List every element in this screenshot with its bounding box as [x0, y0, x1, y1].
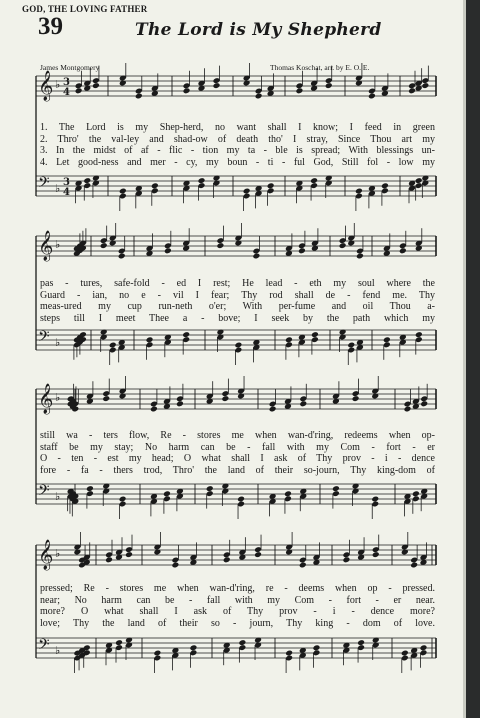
- note-head: [238, 639, 246, 646]
- note-head: [234, 342, 242, 349]
- note-head: [298, 247, 306, 254]
- note-head: [223, 556, 231, 563]
- note-head: [75, 87, 83, 94]
- flat-sign: ♭: [55, 490, 61, 503]
- lyric-line: 1. The Lord is my Shep-herd, no want shall I know; I feed in green: [40, 122, 435, 133]
- note-head: [285, 650, 293, 657]
- lyric-line: 4. Let good-ness and mer - cy, my boun - ti - ful God, Still fol - low my: [40, 156, 435, 168]
- note-head: [371, 496, 379, 503]
- flat-sign: ♭: [55, 391, 61, 404]
- note-head: [86, 485, 94, 492]
- time-signature: 3: [63, 177, 70, 188]
- note-head: [255, 93, 263, 100]
- note-head: [109, 342, 117, 349]
- lyric-line: love; Thy the land of their so - journ, Thy king - dom of love.: [40, 617, 435, 629]
- note-head: [118, 253, 126, 260]
- note-head: [404, 406, 412, 413]
- note-head: [100, 242, 108, 249]
- note-head: [284, 490, 292, 497]
- lyric-line: Guard - ian, no e - vil I fear; Thy rod shall de - fend me. Thy: [40, 289, 435, 301]
- flat-sign: ♭: [55, 78, 61, 91]
- treble-clef: 𝄞: [38, 384, 54, 414]
- note-head: [183, 87, 191, 94]
- note-head: [221, 395, 229, 402]
- note-head: [339, 242, 347, 249]
- note-head: [372, 551, 380, 558]
- note-head: [216, 242, 224, 249]
- note-head: [299, 562, 307, 569]
- note-head: [115, 639, 123, 646]
- note-head: [352, 395, 360, 402]
- note-head: [119, 188, 127, 195]
- note-head: [105, 556, 113, 563]
- lyric-line: steps till I meet Thee a - bove; I seek by the path which my: [40, 312, 435, 324]
- note-head: [176, 400, 184, 407]
- flat-sign: ♭: [55, 238, 61, 251]
- note-head: [182, 331, 190, 338]
- note-head: [299, 400, 307, 407]
- lyric-line: 3. In the midst of af - flic - tion my ta - ble is spread; With blessings un-: [40, 145, 435, 157]
- section-heading: GOD, THE LOVING FATHER: [22, 4, 148, 14]
- lyrics-system-4: [40, 583, 435, 629]
- note-head: [357, 639, 365, 646]
- music-credit: Thomas Koschat, arr. by E. O. E.: [270, 63, 370, 72]
- note-head: [310, 177, 318, 184]
- lyrics-system-1: [40, 122, 435, 168]
- note-head: [415, 331, 423, 338]
- lyric-line: near; No harm can be - fall with my Com - fort - er near.: [40, 594, 435, 606]
- lyric-line: staff be my stay; No harm can be - fall with my Com - fort - er: [40, 441, 435, 453]
- flat-sign: ♭: [55, 644, 61, 657]
- note-head: [383, 336, 391, 343]
- lyric-line: meas-ured my cup run-neth o'er; With per-fume and oil Thou a-: [40, 301, 435, 313]
- note-head: [83, 177, 91, 184]
- note-head: [164, 247, 172, 254]
- lyrics-system-2: [40, 278, 435, 324]
- note-head: [311, 331, 319, 338]
- note-head: [153, 650, 161, 657]
- note-head: [368, 93, 376, 100]
- note-head: [151, 182, 159, 189]
- note-head: [356, 253, 364, 260]
- note-head: [206, 485, 214, 492]
- time-signature: 4: [63, 187, 70, 198]
- note-head: [102, 395, 110, 402]
- hymn-number: 39: [38, 13, 63, 40]
- words-credit: James Montgomery: [40, 63, 100, 72]
- note-head: [399, 247, 407, 254]
- note-head: [150, 406, 158, 413]
- note-head: [163, 490, 171, 497]
- note-head: [421, 82, 429, 89]
- note-head: [381, 182, 389, 189]
- note-head: [267, 182, 275, 189]
- note-head: [401, 650, 409, 657]
- lyric-line: still wa - ters flow, Re - stores me when wan-d'ring, redeems when op-: [40, 430, 435, 441]
- note-head: [198, 177, 206, 184]
- time-signature: 3: [63, 77, 70, 88]
- treble-clef: 𝄞: [38, 71, 54, 101]
- treble-clef: 𝄞: [38, 540, 54, 570]
- note-head: [252, 253, 260, 260]
- note-head: [285, 336, 293, 343]
- hymn-title: The Lord is My Shepherd: [135, 20, 382, 40]
- note-head: [325, 82, 333, 89]
- bass-clef: 𝄢: [38, 636, 50, 657]
- flat-sign: ♭: [55, 547, 61, 560]
- bass-clef: 𝄢: [38, 174, 50, 195]
- note-head: [332, 485, 340, 492]
- note-head: [420, 644, 428, 651]
- note-head: [146, 336, 154, 343]
- lyric-line: O - ten - est my head; O what shall I ask of Thy prov - i - dence: [40, 453, 435, 465]
- note-head: [408, 87, 416, 94]
- note-head: [237, 496, 245, 503]
- lyrics-system-3: [40, 430, 435, 476]
- note-head: [342, 556, 350, 563]
- note-head: [420, 400, 428, 407]
- note-head: [269, 406, 277, 413]
- note-head: [125, 551, 133, 558]
- note-head: [135, 93, 143, 100]
- note-head: [415, 177, 423, 184]
- note-head: [313, 644, 321, 651]
- lyric-line: pas - tures, safe-fold - ed I rest; He lead - eth my soul where the: [40, 278, 435, 289]
- treble-clef: 𝄞: [38, 231, 54, 261]
- note-head: [213, 82, 221, 89]
- note-head: [119, 496, 127, 503]
- lyric-line: fore - fa - thers trod, Thro' the land of their so-journ, Thy king-dom of: [40, 464, 435, 476]
- lyric-line: pressed; Re - stores me when wan-d'ring, re - deems when op - pressed.: [40, 583, 435, 594]
- note-head: [347, 342, 355, 349]
- bass-clef: 𝄢: [38, 482, 50, 503]
- note-head: [355, 188, 363, 195]
- note-head: [410, 562, 418, 569]
- lyric-line: 2. Thro' the val-ley and shad-ow of death tho' I stray, Since Thou art my: [40, 133, 435, 145]
- note-head: [412, 490, 420, 497]
- note-head: [189, 644, 197, 651]
- note-head: [92, 82, 100, 89]
- note-head: [243, 188, 251, 195]
- note-head: [295, 87, 303, 94]
- lyric-line: more? O what shall I ask of Thy prov - i - dence more?: [40, 606, 435, 618]
- note-head: [171, 562, 179, 569]
- bass-clef: 𝄢: [38, 328, 50, 349]
- flat-sign: ♭: [55, 182, 61, 195]
- time-signature: 4: [63, 87, 70, 98]
- note-head: [254, 551, 262, 558]
- flat-sign: ♭: [55, 336, 61, 349]
